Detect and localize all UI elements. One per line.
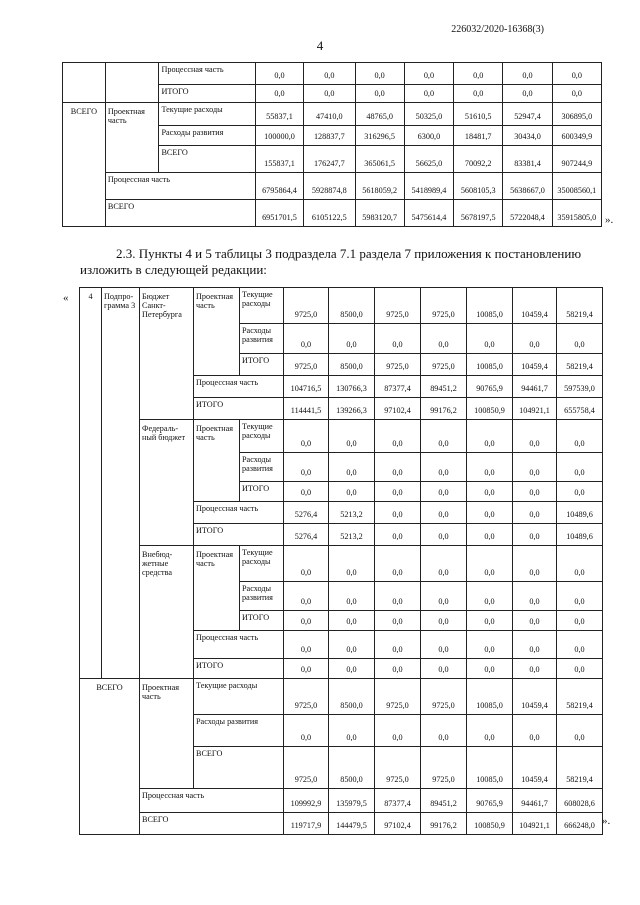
table-row: Процессная часть 6795864,4 5928874,8 5618059,2 5418989,4 5608105,3 5638667,0 35008560,1 <box>63 173 602 200</box>
table-row: ВСЕГО Проектная часть Текущие расходы 9725,0 8500,0 9725,0 9725,0 10085,0 10459,4 58219,4 <box>80 679 603 715</box>
vsego-label: ВСЕГО <box>63 103 106 227</box>
table-row: Процессная часть 104716,5 130766,3 87377,4 89451,2 90765,9 94461,7 597539,0 <box>80 376 603 398</box>
table-row: ВСЕГО 6951701,5 6105122,5 5983120,7 5475614,4 5678197,5 5722048,4 35915805,0 <box>63 200 602 227</box>
table-row: ВСЕГО 155837,1 176247,7 365061,5 56625,0 70092,2 83381,4 907244,9 <box>63 146 602 173</box>
table-row: Процессная часть 5276,4 5213,2 0,0 0,0 0,0 0,0 10489,6 <box>80 502 603 524</box>
page-number: 4 <box>316 38 324 53</box>
table-row: ВСЕГО 119717,9 144479,5 97102,4 99176,2 100850,9 104921,1 666248,0 <box>80 813 603 835</box>
table-row: Расходы развития 0,0 0,0 0,0 0,0 0,0 0,0 0,0 <box>80 715 603 747</box>
document-id: 226032/2020-16368(3) <box>451 24 544 35</box>
table-row: ИТОГО 9725,0 8500,0 9725,0 9725,0 10085,0 10459,4 58219,4 <box>80 354 603 376</box>
table-row: ВСЕГО Проектная часть Текущие расходы 55837,1 47410,0 48765,0 50325,0 51610,5 52947,4 306895,0 <box>63 103 602 126</box>
closing-quote: ». <box>605 214 614 226</box>
table-row: ИТОГО 114441,5 139266,3 97102,4 99176,2 100850,9 104921,1 655758,4 <box>80 398 603 420</box>
table-row: ИТОГО 0,0 0,0 0,0 0,0 0,0 0,0 0,0 <box>80 659 603 679</box>
table-subprogram-3 <box>79 287 603 835</box>
table-row: Процессная часть 0,0 0,0 0,0 0,0 0,0 0,0 0,0 <box>80 631 603 659</box>
table-row: Внебюд-жетные средства Проектная часть Текущие расходы 0,0 0,0 0,0 0,0 0,0 0,0 0,0 <box>80 546 603 582</box>
table-row: Расходы развития 0,0 0,0 0,0 0,0 0,0 0,0 0,0 <box>80 324 603 354</box>
table-continuation <box>62 62 602 227</box>
source-federal: Федераль-ный бюджет <box>140 420 194 546</box>
table-row: Процессная часть 109992,9 135979,5 87377,4 89451,2 90765,9 94461,7 608028,6 <box>80 789 603 813</box>
closing-quote: ». <box>602 815 611 827</box>
paragraph-line: изложить в следующей редакции: <box>80 261 267 277</box>
row-number: 4 <box>80 288 102 679</box>
table-row: Федераль-ный бюджет Проектная часть Текущие расходы 0,0 0,0 0,0 0,0 0,0 0,0 0,0 <box>80 420 603 453</box>
opening-quote: « <box>63 292 69 304</box>
table-row: Расходы развития 0,0 0,0 0,0 0,0 0,0 0,0 0,0 <box>80 453 603 482</box>
table-row: ВСЕГО 9725,0 8500,0 9725,0 9725,0 10085,0 10459,4 58219,4 <box>80 747 603 789</box>
table-row: ИТОГО 0,0 0,0 0,0 0,0 0,0 0,0 0,0 <box>80 482 603 502</box>
paragraph-line: 2.3. Пункты 4 и 5 таблицы 3 подраздела 7.1 раздела 7 приложения к постановлению <box>116 246 582 261</box>
subprogram-label: Подпро-грамма 3 <box>102 288 140 679</box>
table-row: ИТОГО 0,0 0,0 0,0 0,0 0,0 0,0 0,0 <box>80 611 603 631</box>
table-row: Процессная часть 0,0 0,0 0,0 0,0 0,0 0,0 0,0 <box>63 63 602 85</box>
table-row: ИТОГО 5276,4 5213,2 0,0 0,0 0,0 0,0 10489,6 <box>80 524 603 546</box>
table-row: Расходы развития 0,0 0,0 0,0 0,0 0,0 0,0 0,0 <box>80 582 603 611</box>
table-row: 4 Подпро-грамма 3 Бюджет Санкт-Петербурга Проектная часть Текущие расходы 9725,0 8500,0 9725,0 9725,0 10085,0 10459,4 58219,4 <box>80 288 603 324</box>
source-spb: Бюджет Санкт-Петербурга <box>140 288 194 420</box>
vsego-label: ВСЕГО <box>80 679 140 835</box>
amendment-paragraph <box>80 246 608 277</box>
table-row: Расходы развития 100000,0 128837,7 316296,5 6300,0 18481,7 30434,0 600349,9 <box>63 126 602 146</box>
source-extrabudget: Внебюд-жетные средства <box>140 546 194 679</box>
table-row: ИТОГО 0,0 0,0 0,0 0,0 0,0 0,0 0,0 <box>63 85 602 103</box>
